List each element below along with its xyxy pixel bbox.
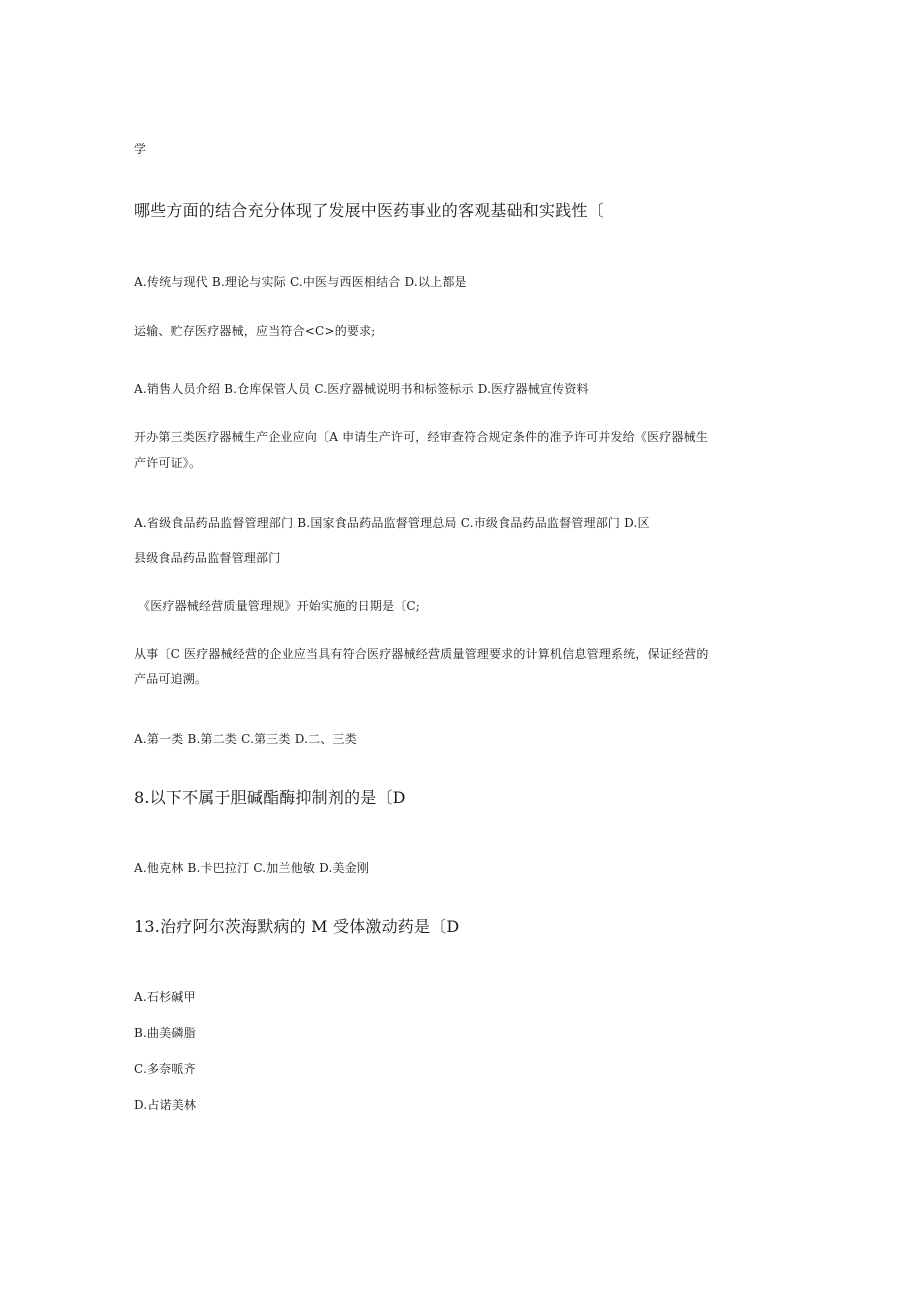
question-text: 开办第三类医疗器械生产企业应向〔A 申请生产许可，经审查符合规定条件的准予许可并发给《医疗器械生 [134, 430, 709, 444]
question-text: 《医疗器械经营质量管理规》开始实施的日期是〔C; [138, 599, 421, 613]
option-d: D.占诺美林 [134, 1098, 197, 1112]
options-line: A.省级食品药品监督管理部门 B.国家食品药品监督管理总局 C.市级食品药品监督管理部门 D.区 [134, 516, 650, 530]
options-line: A.他克林 B.卡巴拉汀 C.加兰他敏 D.美金刚 [134, 861, 370, 875]
options-line: A.传统与现代 B.理论与实际 C.中医与西医相结合 D.以上都是 [134, 275, 467, 289]
question-text: 哪些方面的结合充分体现了发展中医药事业的客观基础和实践性〔 [134, 201, 604, 220]
options-line: A.第一类 B.第二类 C.第三类 D.二、三类 [134, 732, 357, 746]
question-text: 13.治疗阿尔茨海默病的 M 受体激动药是〔D [134, 917, 460, 936]
option-c: C.多奈哌齐 [134, 1062, 196, 1076]
question-text-continued: 产品可追溯。 [134, 672, 208, 686]
options-line: A.销售人员介绍 B.仓库保管人员 C.医疗器械说明书和标签标示 D.医疗器械宣传资料 [134, 382, 589, 396]
text-line: 学 [134, 142, 147, 156]
question-text: 运输、贮存医疗器械，应当符合<C>的要求; [134, 324, 376, 338]
question-text: 从事〔C 医疗器械经营的企业应当具有符合医疗器械经营质量管理要求的计算机信息管理系统，保证经营的 [134, 647, 709, 661]
option-b: B.曲美磷脂 [134, 1026, 196, 1040]
question-text-continued: 产许可证》。 [134, 456, 202, 470]
options-line-continued: 县级食品药品监督管理部门 [134, 551, 281, 565]
question-text: 8.以下不属于胆碱酯酶抑制剂的是〔D [134, 788, 406, 807]
option-a: A.石杉碱甲 [134, 990, 196, 1004]
